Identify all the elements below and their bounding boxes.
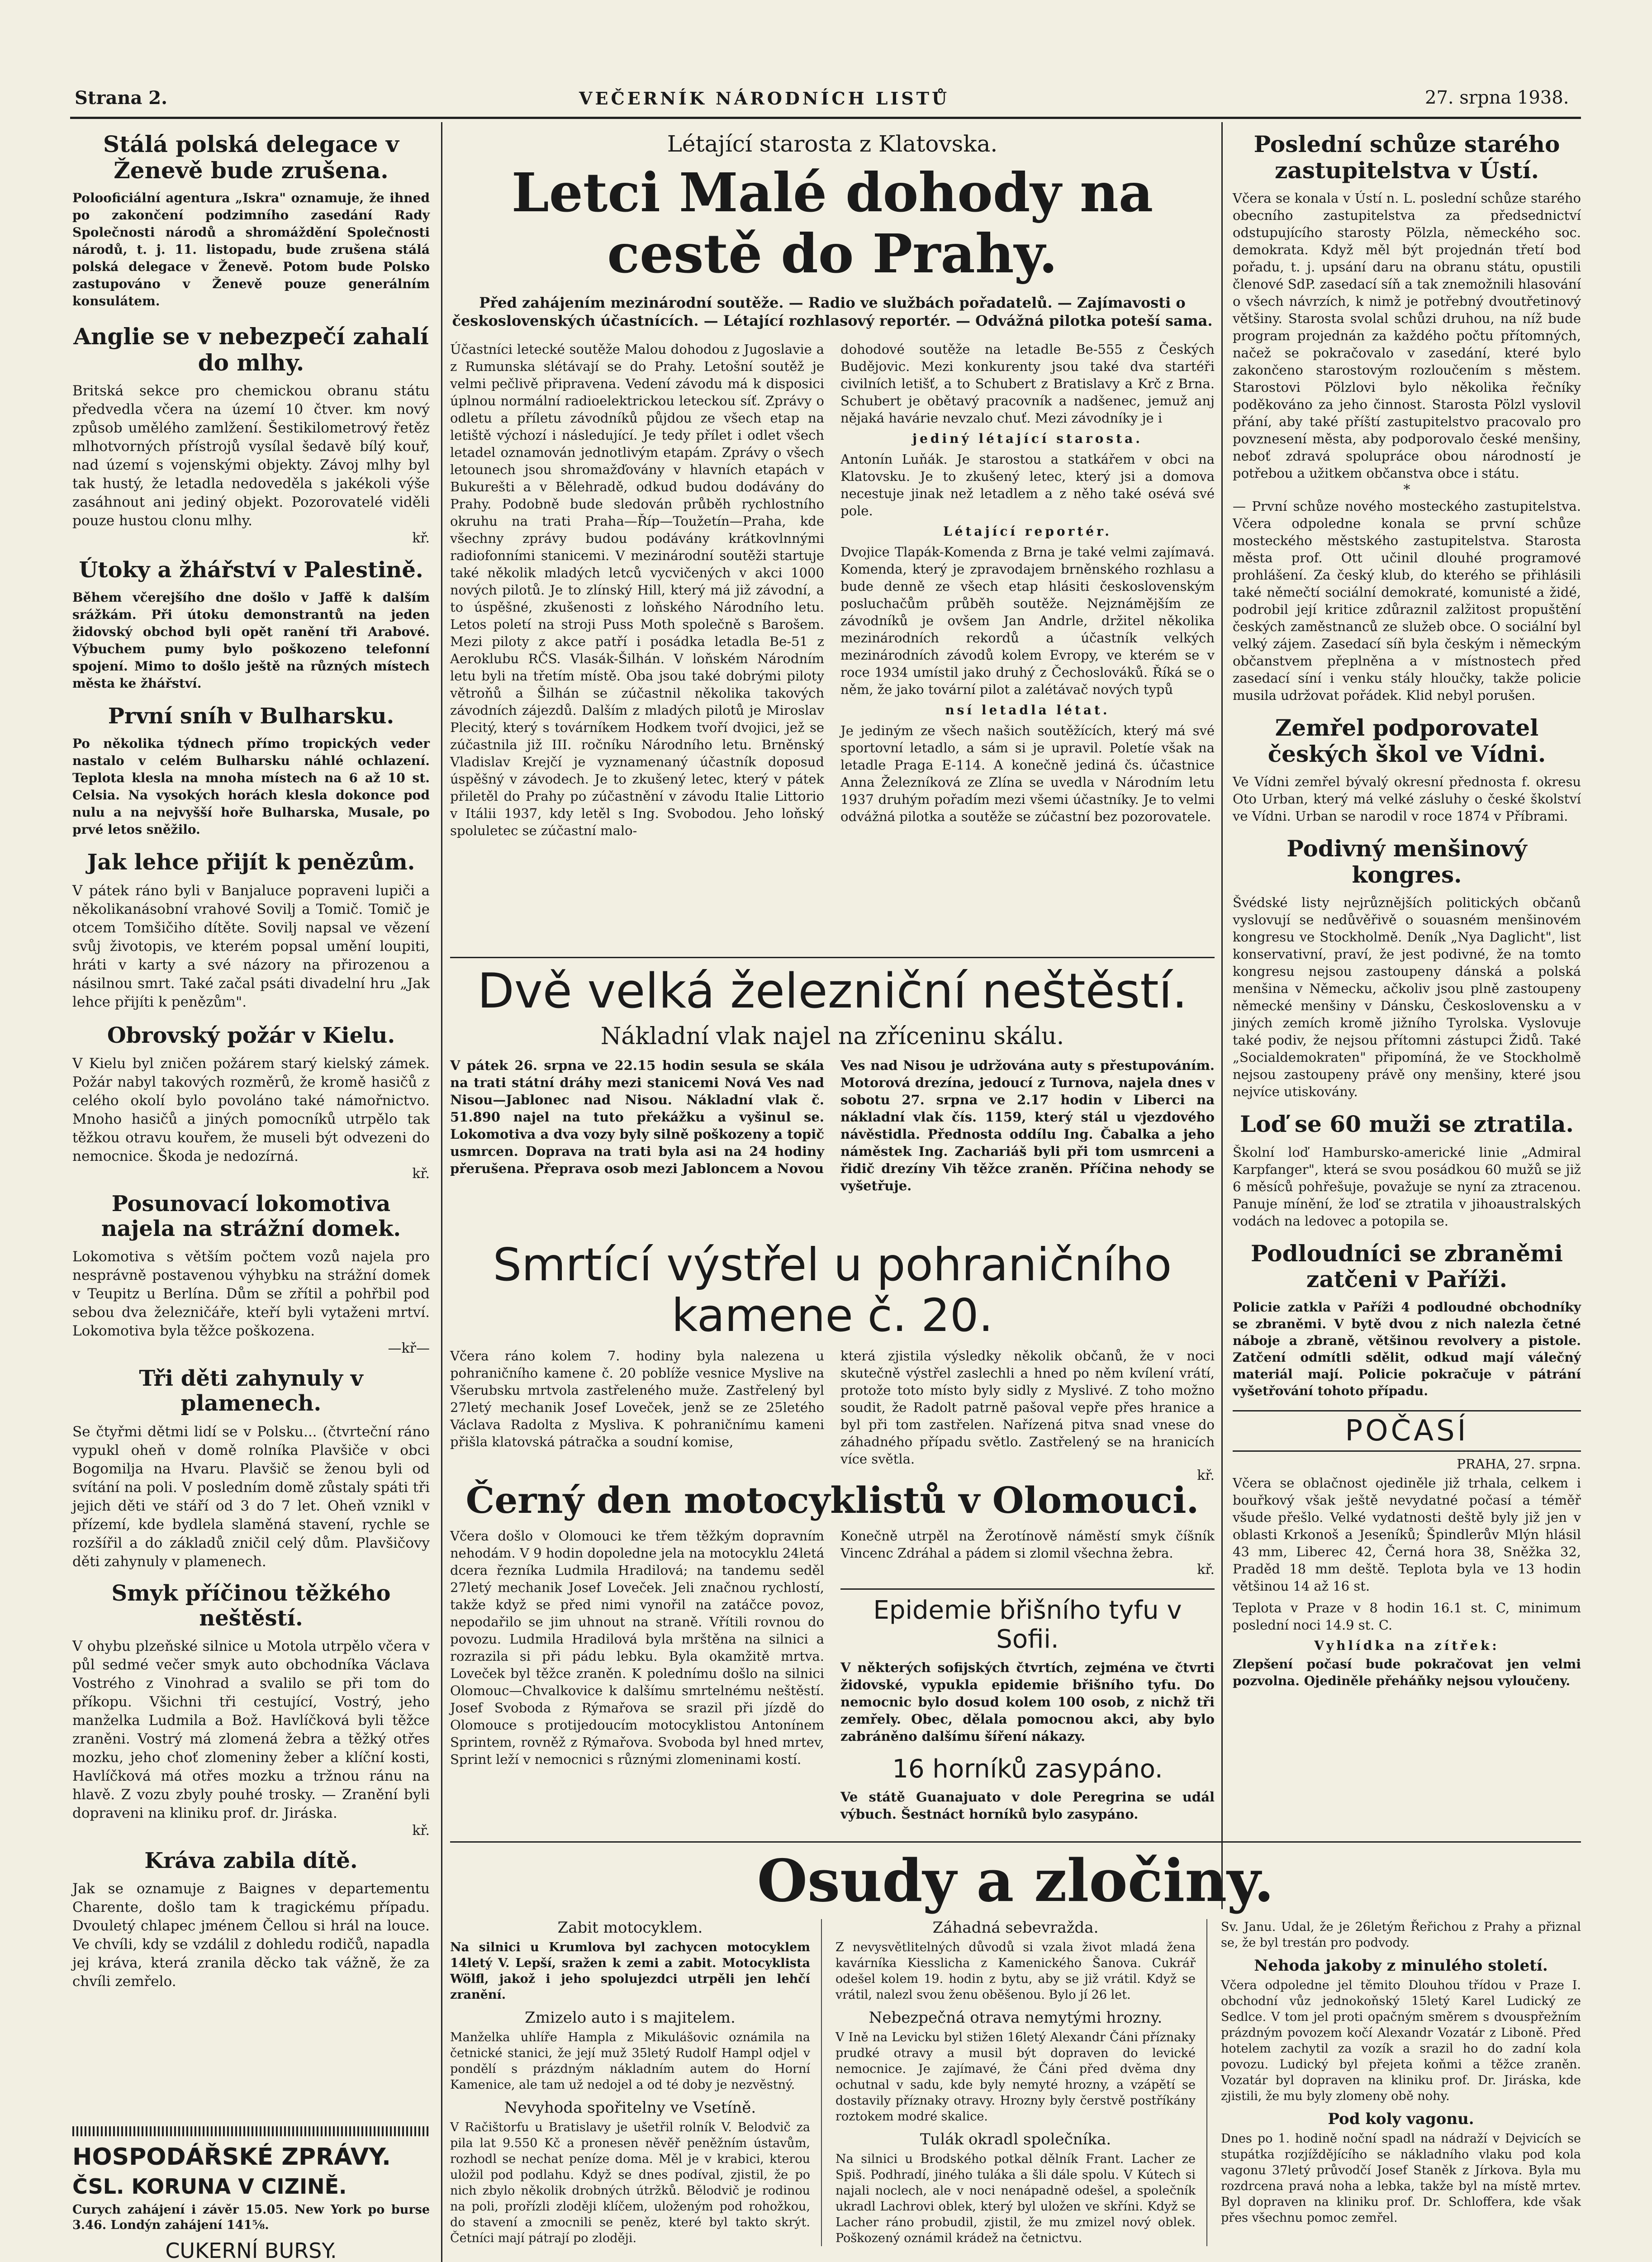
decorative-bar <box>72 2126 430 2136</box>
article-headline: Loď se 60 muži se ztratila. <box>1240 1111 1574 1137</box>
article-headline: Anglie se v nebezpečí zahalí do mlhy. <box>73 323 429 376</box>
article-headline: Pod koly vagonu. <box>1328 2110 1474 2129</box>
article-headline: Podivný menšinový kongres. <box>1286 835 1527 888</box>
page-number: Strana 2. <box>75 87 168 109</box>
article-headline: Smrtící výstřel u pohraničního kamene č. 20. <box>493 1238 1172 1342</box>
article-body: V některých sofijských čtvrtích, zejména ve čtvrti židovské, vypukla epidemie břišního tyfu. Do nemocnic bylo dosud kolem 100 osob, z nichž tři zemřely. Obec, dělala pomocnou akci, aby bylo zabráněno dalšímu šíření nákazy. <box>840 1659 1215 1744</box>
article-subheading: jediný létající starosta. <box>912 431 1143 446</box>
article-body: Z nevysvětlitelných důvodů si vzala život mladá žena kavárníka Kiesslicha z Kamenického Šanova. Cukrář odešel kolem 19. hodin z bytu, aby se již vrátil. Když se vrátil, nalezl svou ženu oběšenou. Bylo jí 26 let. <box>835 1940 1196 2002</box>
article-body: Včera se konala v Ústí n. L. poslední schůze starého obecního zastupitelstva za předsednictví odstupujícího starosty Pölzla, německého soc. demokrata. Když měl být projednán třetí bod pořadu, t. j. upsání daru na obranu státu, opustili členové SdP. zasedací síň a tak znemožnili hlasování o všech návrzích, k nimž je potřebný dvoutřetinový většiny. Starosta svolal schůzi druhou, na níž bude program projednán za každého počtu přítomných, načež se pokračovalo v zasedání, které bylo zakončeno starostovým rozloučením s městem. Starostovi Pölzlovi bylo několika řečníky poděkováno za jeho činnost. Starosta Pölzl vyslovil přání, aby také příští zastupitelstvo pracovalo pro povznesení města, aby podporovalo české menšiny, neboť zdravá spolupráce obou národností je potřebou a užitkem občanstva obce i státu. <box>1233 190 1581 481</box>
article-body: Na silnici u Krumlova byl zachycen motocyklem 14letý V. Lepší, sražen k zemi a zabit. Motocyklista Wölfl, jakož i jeho spolujezdci utrpěli jen lehčí zranění. <box>450 1940 810 2002</box>
article-body: V ohybu plzeňské silnice u Motola utrpělo včera v půl sedmé večer smyk auto obchodníka Václava Vostrého z Vinohrad a svalilo se při tom do příkopu. Všichni tři cestující, Vostrý, jeho manželka Ludmila a Bož. Havlíčková byli těžce zraněni. Vostrý má zlomená žebra a těžký otřes mozku, jeho choť zlomeniny žeber a klíční kosti, Havlíčková má otřes mozku a tržnou ránu na hlavě. Z vozu zbyly pouhé trosky. — Zranění byli dopraveni na kliniku prof. dr. Jiráska. <box>72 1638 430 1821</box>
article-body: Je jediným ze všech našich soutěžících, který má své sportovní letadlo, a sám si je upravil. Poletíe však na letadle Praga E-114. A konečně jediná čs. účastnice Anna Železníková ze Zlína se uvedla v Národním letu 1937 druhým pořadím mezi všemi účastníky. Je to velmi odvážná pilotka a soutěže se zúčastní bez pozorovatele. <box>840 722 1215 824</box>
column-divider-right <box>1221 122 1223 1909</box>
article-body: Školní loď Hambursko-americké linie „Admiral Karpfanger", která se svou posádkou 60 mužů se již 6 měsíců pohřešuje, považuje se nyní za ztracenou. Panuje mínění, že loď se ztratila v jihoaustralských vodách na ledovec a potopila se. <box>1233 1144 1581 1229</box>
issue-date: 27. srpna 1938. <box>1425 87 1569 108</box>
article-body: Sv. Janu. Udal, že je 26letým Řeřichou z Prahy a přiznal se, že byl trestán pro podvody. <box>1221 1920 1581 1950</box>
article-body: V pátek ráno byli v Banjaluce popraveni lupiči a několikanásobní vrahové Sovilj a Tomič. Tomič je otcem Tomšičiho dítěte. Sovilj napsal ve vězení svůj životopis, ve kterém popsal umění loupiti, hráti v karty a své názory na přirozenou a násilnou smrt. Také začal psáti divadelní hru „Jak lehce přijíti k penězům". <box>72 882 430 1010</box>
article-body: Ve státě Guanajuato v dole Peregrina se udál výbuch. Šestnáct horníků bylo zasypáno. <box>840 1789 1215 1822</box>
article-body: Švédské listy nejrůznějších politických občanů vyslovují se nedůvěřivě o souasném menšinovém kongresu ve Stockholmě. Deník „Nya Daglicht", list konservativní, praví, že jest podivné, že na tomto kongresu nejsou zastoupeny dánská a polská menšina v Německu, ačkoliv jsou plně zastoupeny německé menšiny v Dánsku, Československu a v jiných zemích kromě jižního Tyrolska. Vyslovuje také podiv, že nejsou přítomni zástupci Židů. Také „Socialdemokraten" připomíná, že ve Stockholmě nejsou zastoupeny právě ony menšiny, které jsou nejvíce utiskovány. <box>1233 895 1581 1099</box>
article-headline: 16 horníků zasypáno. <box>892 1754 1163 1784</box>
article-subheading: nsí letadla létat. <box>945 702 1110 718</box>
railway-article <box>450 964 1215 1194</box>
feature-subhead: Před zahájením mezinárodní soutěže. — Radio ve službách pořadatelů. — Zajímavosti o československých účastnících. — Létající rozhlasový reportér. — Odvážná pilotka poteší sama. <box>452 294 1213 329</box>
article-body: Ve Vídni zemřel bývalý okresní přednosta f. okresu Oto Urban, který má velké zásluhy o české školství ve Vídni. Urban se narodil v roce 1874 v Příbrami. <box>1233 774 1581 824</box>
article-headline: Jak lehce přijít k penězům. <box>87 850 415 875</box>
feature-headline: Letci Malé dohody na cestě do Prahy. <box>511 161 1154 285</box>
article-body: Konečně utrpěl na Žerotínově náměstí smyk číšník Vincenc Zdráhal a pádem si zlomil všechna žebra. <box>840 1528 1215 1561</box>
article-signature: kř. <box>412 1165 430 1182</box>
article-body: Včera ráno kolem 7. hodiny byla nalezena u pohraničního kamene č. 20 poblíže vesnice Myslive na Všerubsku mrtvola zastřeleného muže. Zastřelený byl 27letý mechanik Josef Loveček, jenž se ze 25letého Václava Radolta z Mysliva. K pohraničnímu kameni přišla klatovská pátračka a soudní komise, <box>450 1348 824 1449</box>
header-rule <box>70 117 1581 119</box>
article-subheadline: Nákladní vlak najel na zříceninu skálu. <box>600 1022 1064 1050</box>
forecast-title: Vyhlídka na zítřek: <box>1314 1638 1500 1653</box>
article-body: Po několika týdnech přímo tropických veder nastalo v celém Bulharsku náhlé ochlazení. Teplota klesla na mnoha místech na 6 až 10 st. Celsia. Na vysokých horách klesla dokonce pod nulu a na nejvyšší hoře Bulharska, Musale, po prvé letos sněžilo. <box>72 736 430 837</box>
article-body: Ves nad Nisou je udržována auty s přestupováním. Motorová drezína, jedoucí z Turnova, najela dnes v sobotu 27. srpna ve 2.17 hodin v Liberci na nákladní vlak čís. 1159, který stál u vjezdového návěstidla. Přednosta oddílu Ing. Čabalka a jeho náměstek Ing. Zachariáš byli při tom usmrceni a řidič drezíny Vih těžce zraněn. Příčina nehody se vyšetřuje. <box>840 1057 1215 1193</box>
article-body: která zjistila výsledky několik občanů, že v noci skutečně výstřel zaslechli a hned po něm kvílení vrátí, protože toto místo byly sidly z Myslivé. Z toho možno soudit, že Radolt patrně pašoval vepře přes hranice a byl při tom zastřelen. Nařízená pitva snad vnese do záhadného případu světlo. Zastřelený se na hranicích více světla. <box>840 1348 1215 1467</box>
article-body: Lokomotiva s větším počtem vozů najela pro nesprávně postavenou výhybku na strážní domek v Teupitz u Berlína. Dům se zřítil a pohřbil pod sebou dva železničáře, kteří byli vytaženi mrtví. Lokomotiva byla těžce poškozena. <box>72 1249 430 1340</box>
right-column <box>1233 131 1581 1689</box>
article-body: Se čtyřmi dětmi lidí se v Polsku... (čtvrteční ráno vypukl oheň v domě rolníka Plavšiče v obci Bogomilja na Hvaru. Plavšič se ženou byli od svítání na poli. V posledním domě zůstaly spáti tři jejich děti ve stáří od 3 do 7 let. Oheň vznikl v přízemí, kde bydlela slaměná stavení, rychle se rozšířil a do základů zničil celý dům. Plavšičovy děti zahynuly v plamenech. <box>72 1423 430 1570</box>
article-headline: Poslední schůze starého zastupitelstva v Ústí. <box>1253 131 1560 184</box>
article-headline: Obrovský požár v Kielu. <box>107 1022 395 1048</box>
article-headline: Podloudníci se zbraněmi zatčeni v Paříži. <box>1251 1240 1563 1293</box>
shot-article <box>450 1240 1215 1483</box>
article-headline: Dvě velká železniční neštěstí. <box>477 963 1187 1019</box>
article-body: — První schůze nového mosteckého zastupitelstva. Včera odpoledne konala se první schůze mosteckého městského zastupitelstva. Starosta města prof. Ott učinil dlouhé programové prohlášení. Za český klub, do kterého se přihlásili také němečtí sociální demokraté, komunisté a židé, podrobil její kritice zdůraznil zalžitost propuštění českých zaměstnanců ze služeb obce. O sociální byl velký zájem. Zasedací síň byla českým i německým občanstvem přeplněna a v místnostech před zasedací síní i venku stály hloučky, takže policie musila udržovat pořádek. Klid nebyl porušen. <box>1233 499 1581 703</box>
article-headline: Epidemie břišního tyfu v Sofii. <box>840 1588 1215 1654</box>
article-kicker: Létající starosta z Klatovska. <box>667 131 998 157</box>
weather-box <box>1233 1410 1581 1689</box>
column-divider-left <box>441 122 442 2262</box>
article-headline: Černý den motocyklistů v Olomouci. <box>465 1479 1199 1521</box>
section-rule <box>450 957 1215 958</box>
article-headline: Zemřel podporovatel českých škol ve Vídni. <box>1267 714 1546 767</box>
moto-article <box>450 1479 1215 1823</box>
article-body: Na silnici u Brodského potkal dělník Frant. Lacher ze Spiš. Podhradí, jiného tuláka a šli dále spolu. V Kútech si najali noclech, ale v noci nenápadně odešel, a společník ukradl Lachrovi oblek, který byl uložen ve skříni. Když se Lacher ráno probudil, zjistil, že mu zmizel nový oblek. Poškozený oznámil krádež na četnictvu. <box>835 2152 1196 2246</box>
article-headline: Zabit motocyklem. <box>557 1919 703 1937</box>
article-body: Antonín Luňák. Je starostou a statkářem v obci na Klatovsku. Je to zkušený letec, který jsi a domova necestuje jinak než letadlem a z něho také osévá své pole. <box>840 451 1215 518</box>
article-body: V Ině na Levicku byl stižen 16letý Alexandr Čáni příznaky prudké otravy a musil být dopraven do levické nemocnice. Je zajímavé, že Čáni před dvěma dny ochutnal v sadu, kde byly nemyté hrozny, a vzápětí se dostavily příznaky otravy. Hrozny byly čerstvě postříkány roztokem modré skalice. <box>835 2030 1196 2124</box>
article-signature: —kř— <box>388 1340 430 1357</box>
weather-body: Včera se oblačnost ojediněle již trhala, celkem i bouřkový však ještě nevydatné počasí a téměř všude přešlo. Velké vydatnosti deště byly již jen v oblasti Krkonoš a Jeseníků; Špindlerův Mlýn hlásil 43 mm, Liberec 42, Černá hora 38, Sněžka 32, Praděd 18 mm deště. Teplota byla ve 13 hodin většinou 14 až 16 st. <box>1233 1475 1581 1594</box>
article-headline: Útoky a žhářství v Palestině. <box>79 557 423 583</box>
weather-place: PRAHA, 27. srpna. <box>1457 1456 1581 1472</box>
article-headline: Tři děti zahynuly v plamenech. <box>139 1366 363 1416</box>
page-header <box>50 84 1579 115</box>
article-headline: Nevyhoda spořitelny ve Vsetíně. <box>504 2099 756 2117</box>
separator-star: * <box>1403 482 1410 498</box>
article-body: Dvojice Tlapák-Komenda z Brna je také velmi zajímavá. Komenda, který je zpravodajem brněnského rozhlasu a bude denně ze všech etap hlásiti československým posluchačům průběh soutěže. Nejznámějším ze závodníků je ovšem Jan Andrle, držitel několika mezinárodních rekordů a účastník velkých mezinárodních závodů kolem Evropy, ve kterém se v roce 1934 umístil jako druhý z Čechoslováků. Říká se o něm, že jako tovární pilot a zalétávač nových typů <box>840 544 1215 697</box>
article-headline: Smyk příčinou těžkého neštěstí. <box>111 1580 391 1631</box>
article-headline: Zmizelo auto i s majitelem. <box>525 2009 736 2027</box>
forecast-body: Zlepšení počasí bude pokračovat jen velmi pozvolna. Ojediněle přeháňky nejsou vyloučeny. <box>1233 1656 1581 1688</box>
left-column <box>72 131 430 1991</box>
article-headline: Nehoda jakoby z minulého století. <box>1254 1957 1548 1975</box>
article-body: Účastníci letecké soutěže Malou dohodou z Jugoslavie a z Rumunska slétávají se do Prahy. Letošní soutěž je velmi pečlivě připravena. Vedení závodu má k disposici úplnou normální radioelektrickou leteckou síť. Zprávy o odletu a příletu závodníků půjdou ze všech etap na letiště výchozí i následující. Je tedy přílet i odlet všech letadel oznamován jednotlivým etapám. Zprávy o všech letounech jsou shromažďovány v hlavních etapách v Bukurešti a v Bělehradě, odkud budou dodávány do Prahy. Podobně bude sledován průběh rychlostního okruhu na trati Praha—Říp—Toužetín—Praha, kde všechny zprávy budou podávány krátkovlnnými radiofonními stanicemi. V mezinárodní soutěži startuje také několik mladých letců vycvičených v akci 1000 nových pilotů. Je to zlínský Hill, který má již závodní, a to úspěšné, zkušenosti z loňského Národního letu. Letos poletí na stroji Puss Moth společně s Barošem. Mezi piloty z akce patří i posádka letadla Be-51 z Aeroklubu RČS. Vlasák-Šilhán. V loňském Národním letu byli na třetím místě. Oba jsou také dobrými piloty větroňů a Šilhán se zúčastnil několika takových závodních zájezdů. Dalším z mladých pilotů je Miroslav Plecitý, který s továrníkem Hodkem tvoří dvojici, jež se zúčastnila již III. ročníku Národního letu. Brněnský Vladislav Krejčí je vyznamenaný účastník doposud úspěšný v závodech. Je to zkušený letec, který v pátek přiletěl do Prahy po zúčastnění v závodu Italie Littorio v Itálii 1937, kdy letěl s Ing. Svobodou. Jeho loňský spoluletec se zúčastní malo- <box>450 341 824 838</box>
article-signature: kř. <box>1197 1468 1215 1483</box>
article-body: Britská sekce pro chemickou obranu státu předvedla včera na území 10 čtver. km nový způsob umělého zamlžení. Šestikilometrový řetěz mlhotvorných přístrojů vysílal šedavě bílý kouř, nad území s vojenskými objekty. Závoj mlhy byl tak hustý, že letadla nedoveděla s jakékoli výše zasáhnout ani jediný objekt. Pozorovatelé viděli pouze hustou clonu mlhy. <box>72 383 430 529</box>
article-body: Dnes po 1. hodině noční spadl na nádraží v Dejvicích se stupátka rozjíždějícího se nákladního vlaku pod kola vagonu 37letý průvodčí Josef Staněk z Jírkova. Byla mu rozdrcena pravá noha a lebka, takže byl na místě mrtev. Byl dopraven na kliniku prof. Dr. Schloffera, kde však přes všechnu pomoc zemřel. <box>1221 2132 1581 2225</box>
article-headline: Tulák okradl společníka. <box>920 2130 1111 2149</box>
section-body: Curych zahájení i závěr 15.05. New York po burse 3.46. Londýn zahájení 141⅝. <box>72 2203 430 2232</box>
weather-title: POČASÍ <box>1233 1410 1581 1452</box>
section-subtitle: ČSL. KORUNA V CIZINĚ. <box>72 2174 347 2199</box>
article-signature: kř. <box>1197 1562 1215 1578</box>
feature-article <box>450 131 1215 839</box>
section-subtitle: CUKERNÍ BURSY. <box>165 2238 337 2262</box>
article-headline: Kráva zabila dítě. <box>144 1848 358 1873</box>
article-headline: Nebezpečná otrava nemytými hrozny. <box>869 2009 1163 2027</box>
article-body: Jak se oznamuje z Baignes v departementu Charente, došlo tam k tragickému případu. Dvouletý chlapec jménem Čellou si hrál na louce. Ve chvíli, kdy se vzdálil z dohledu rodičů, napadla jej kráva, která zranila děcko tak vážně, že za chvíli zemřelo. <box>72 1881 430 1990</box>
article-subheading: Létající reportér. <box>943 523 1112 539</box>
article-signature: kř. <box>412 1822 430 1839</box>
article-body: dohodové soutěže na letadle Be-555 z Českých Budějovic. Mezi konkurenty jsou také dva startéři civilních letišť, a to Schubert z Bratislavy a Krč z Brna. Schubert je obětavý pracovník a nadšenec, jemuž anj nějaká havárie nevzalo chuť. Mezi závodníky je i <box>840 341 1215 426</box>
article-signature: kř. <box>412 530 430 546</box>
section-rule <box>450 1841 1581 1843</box>
economy-section <box>72 2126 430 2262</box>
article-headline: Stálá polská delegace v Ženevě bude zrušena. <box>103 131 399 184</box>
article-body: V Kielu byl zničen požárem starý kielský zámek. Požár nabyl takových rozměrů, že kromě hasičů z celého okolí bylo povoláno také námořnictvo. Mnoho hasičů a jiných pomocníků utrpělo tak těžkou otravu kouřem, že museli být odvezeni do nemocnice. Škoda je nedozírná. <box>72 1055 430 1164</box>
article-headline: Záhadná sebevražda. <box>932 1919 1099 1937</box>
article-body: Včera odpoledne jel těmito Dlouhou třídou v Praze I. obchodní vůz jednokoňský 15letý Karel Ludický ze Sedlce. V tom jel proti opačným směrem s dvouspřežním prázdným povozem kočí Alexandr Vozatár z Liboně. Před hotelem zachytil za vozík a srazil ho do zadní kola povozu. Ludický byl přejeta koňmi a těžce zraněn. Vozatár byl dopraven na kliniku prof. Dr. Jiráska, kde zjistili, že mu byly zlomeny obě nohy. <box>1221 1978 1581 2104</box>
article-body: Včera došlo v Olomouci ke třem těžkým dopravním nehodám. V 9 hodin dopoledne jela na motocyklu 24letá dcera řezníka Ludmila Hradilová; na tandemu seděl 27letý mechanik Josef Loveček. Jeli značnou rychlostí, takže když se před nimi vynořil na zatáčce povoz, nepodařilo se jim uhnout na straně. Vřítili rovnou do povozu. Ludmila Hradilová byla mrštěna na silnici a rozrazila si při pádu lebku. Byla okamžitě mrtva. Loveček byl těžce zraněn. K polednímu došlo na silnici Olomouc—Chvalkovice k dalšímu smrtelnému neštěstí. Josef Svoboda z Rýmařova se srazil při jízdě do Olomouce s protijedoucím motocyklistou Antonínem Sprintem, rovněž z Rýmařova. Svoboda byl hned mrtev, Sprint leží v nemocnici s různými zlomeninami kostí. <box>450 1528 824 1767</box>
article-body: Manželka uhlíře Hampla z Mikulášovic oznámila na četnické stanici, že její muž 35letý Rudolf Hampl odjel v pondělí s prázdným nákladním autem do Horní Kamenice, ale tam už nedojel a od té doby je nezvěstný. <box>450 2030 810 2092</box>
weather-temperature: Teplota v Praze v 8 hodin 16.1 st. C, minimum poslední noci 14.9 st. C. <box>1233 1600 1581 1633</box>
article-headline: První sníh v Bulharsku. <box>108 703 394 729</box>
masthead: VEČERNÍK NÁRODNÍCH LISTŮ <box>579 88 950 109</box>
section-title: HOSPODÁŘSKÉ ZPRÁVY. <box>72 2143 391 2171</box>
article-headline: Posunovací lokomotiva najela na strážní domek. <box>101 1191 401 1241</box>
section-headline: Osudy a zločiny. <box>757 1847 1274 1915</box>
article-body: Policie zatkla v Paříži 4 podloudné obchodníky se zbraněmi. V bytě dvou z nich nalezla četné náboje a zbraně, většinou revolvery a pistole. Zatčení odmítli sdělit, odkud mají válečný materiál mají. Policie pokračuje v pátrání vyšetřování tohoto případu. <box>1233 1299 1581 1398</box>
crime-section <box>450 1848 1581 2246</box>
article-body: Během včerejšího dne došlo v Jaffě k dalším srážkám. Při útoku demonstrantů na jeden židovský obchod byli opět ranění tři Arabové. Výbuchem pumy bylo poškozeno telefonní spojení. Mimo to došlo ještě na různých místech města ke žhářství. <box>72 590 430 691</box>
article-body: Polooficiální agentura „Iskra" oznamuje, že ihned po zakončení podzimního zasedání Rady Společnosti národů a shromáždění Společnosti národů, t. j. 11. listopadu, bude zrušena stálá polská delegace v Ženevě. Potom bude Polsko zastupováno v Ženevě pouze generálním konsulátem. <box>72 190 430 309</box>
article-body: V pátek 26. srpna ve 22.15 hodin sesula se skála na trati státní dráhy mezi stanicemi Nová Ves nad Nisou—Jablonec nad Nisou. Nákladní vlak č. 51.890 najel na tuto překážku a vyšinul se. Lokomotiva a dva vozy byly silně poškozeny a topič usmrcen. Doprava na trati byla asi na 24 hodiny přerušena. Přeprava osob mezi Jabloncem a Novou <box>450 1057 824 1176</box>
article-body: V Račištorfu u Bratislavy je ušetřil rolník V. Belodvič za pila lat 9.550 Kč a pronesen něvěř peněžním ústavům, rozhodl se nechat peníze doma. Měl je v krabici, kterou uložil pod podlahu. Když se dnes podíval, zjistil, že po nich zbylo několik drobných útržků. Bělodvič je rodinou na poli, prořízli zloději klíčem, uloženým pod rohožkou, do stavení a zmocnili se peněz, které byl takto skrýt. Četníci mají pátrají po zloději. <box>450 2120 810 2246</box>
